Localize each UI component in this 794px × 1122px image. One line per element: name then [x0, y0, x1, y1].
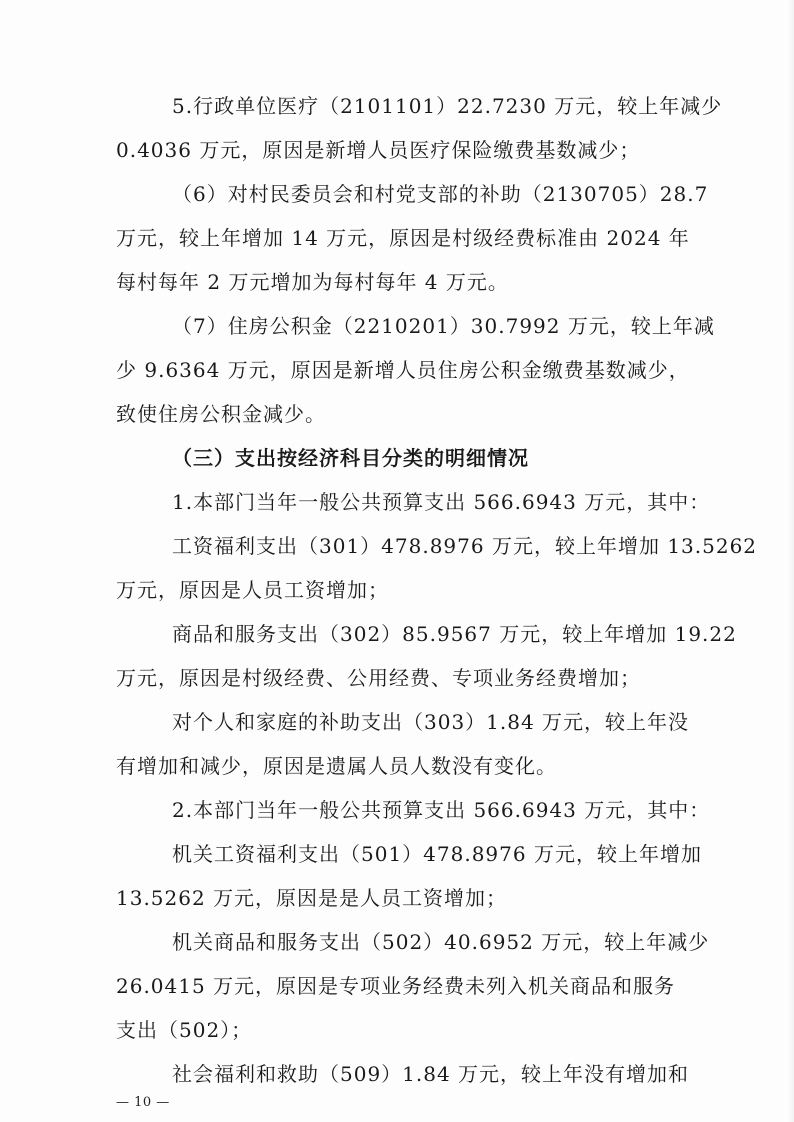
paragraph-line-19: 13.5262 万元，原因是是人员工资增加； [116, 886, 508, 910]
paragraph-line-23: 社会福利和救助（509）1.84 万元，较上年没有增加和 [172, 1062, 690, 1086]
paragraph-line-6: （7）住房公积金（2210201）30.7992 万元，较上年减 [172, 314, 715, 338]
paragraph-line-5: 每村每年 2 万元增加为每村每年 4 万元。 [116, 270, 509, 294]
paragraph-line-1: 5.行政单位医疗（2101101）22.7230 万元，较上年减少 [172, 94, 723, 118]
paragraph-line-16: 有增加和减少，原因是遗属人员人数没有变化。 [116, 754, 557, 778]
paragraph-line-21: 26.0415 万元，原因是专项业务经费未列入机关商品和服务 [116, 974, 676, 998]
paragraph-line-3: （6）对村民委员会和村党支部的补助（2130705）28.7 [172, 182, 709, 206]
paragraph-line-14: 万元，原因是村级经费、公用经费、专项业务经费增加； [116, 666, 641, 690]
paragraph-line-4: 万元，较上年增加 14 万元，原因是村级经费标准由 2024 年 [116, 226, 690, 250]
paragraph-line-20: 机关商品和服务支出（502）40.6952 万元，较上年减少 [172, 930, 710, 954]
paragraph-line-7: 少 9.6364 万元，原因是新增人员住房公积金缴费基数减少， [116, 358, 690, 382]
paragraph-line-22: 支出（502）； [116, 1018, 253, 1042]
scan-edge-shadow [788, 0, 794, 1122]
page-number: — 10 — [116, 1095, 170, 1110]
paragraph-line-12: 万元，原因是人员工资增加； [116, 578, 389, 602]
paragraph-line-10: 1.本部门当年一般公共预算支出 566.6943 万元，其中： [172, 490, 711, 514]
paragraph-line-11: 工资福利支出（301）478.8976 万元，较上年增加 13.5262 [172, 534, 758, 558]
paragraph-line-2: 0.4036 万元，原因是新增人员医疗保险缴费基数减少； [116, 138, 641, 162]
paragraph-line-17: 2.本部门当年一般公共预算支出 566.6943 万元，其中： [172, 798, 711, 822]
paragraph-line-15: 对个人和家庭的补助支出（303）1.84 万元，较上年没 [172, 710, 690, 734]
section-heading: （三）支出按经济科目分类的明细情况 [172, 446, 529, 470]
paragraph-line-8: 致使住房公积金减少。 [116, 402, 326, 426]
paragraph-line-18: 机关工资福利支出（501）478.8976 万元，较上年增加 [172, 842, 702, 866]
paragraph-line-13: 商品和服务支出（302）85.9567 万元，较上年增加 19.22 [172, 622, 737, 646]
